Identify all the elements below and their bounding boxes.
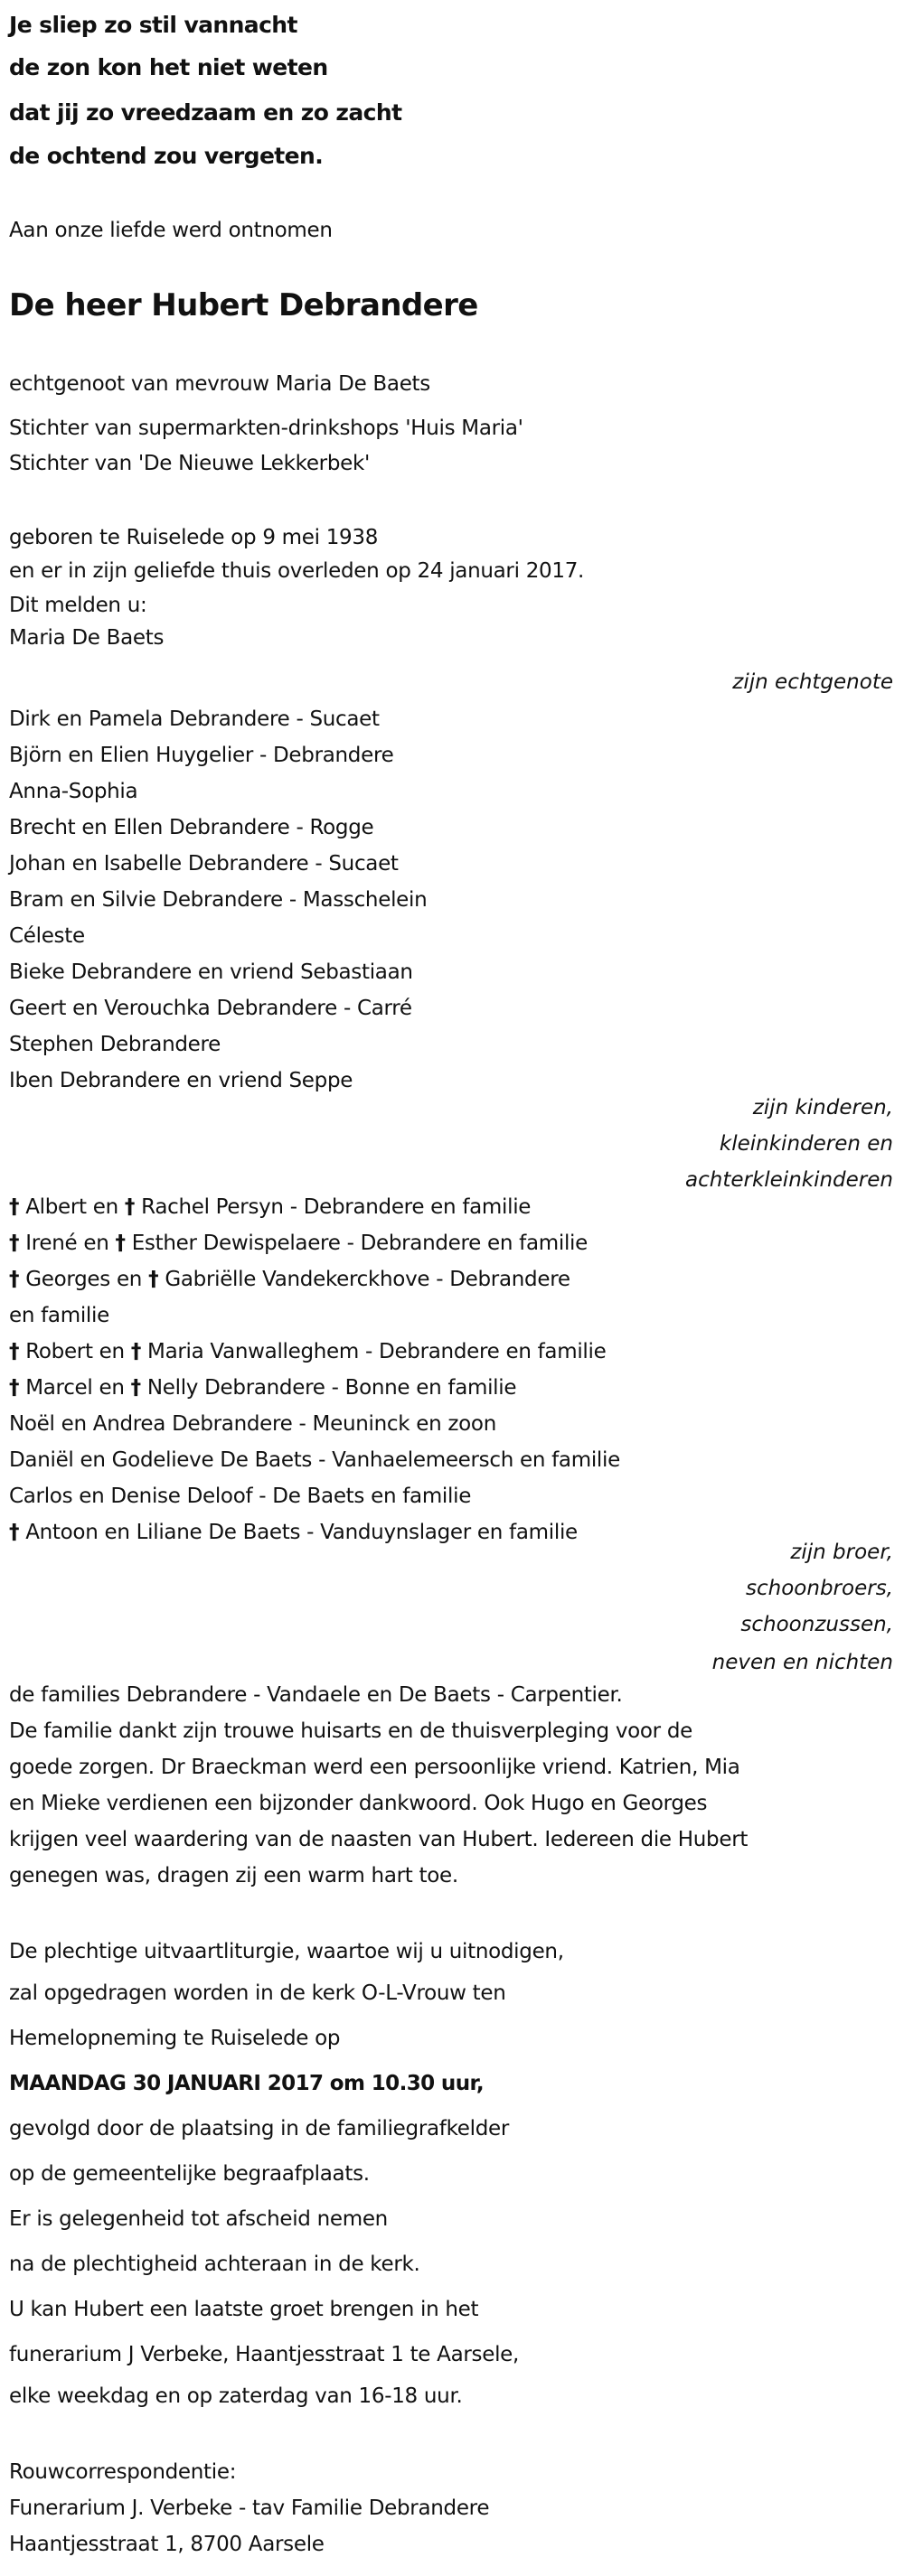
poem-line: dat jij zo vreedzaam en zo zacht xyxy=(9,99,402,126)
correspondence-line: Funerarium J. Verbeke - tav Familie Debrandere xyxy=(9,2496,490,2520)
funeral-line: Er is gelegenheid tot afscheid nemen xyxy=(9,2207,388,2231)
dagger-icon: † xyxy=(130,1376,141,1400)
list-item: Céleste xyxy=(9,924,85,948)
poem-line: de ochtend zou vergeten. xyxy=(9,143,324,169)
list-item: † Marcel en † Nelly Debrandere - Bonne en familie xyxy=(9,1376,517,1400)
death-text: en er in zijn geliefde thuis overleden op 24 januari 2017. xyxy=(9,559,585,583)
list-item: † Antoon en Liliane De Baets - Vanduynslager en familie xyxy=(9,1521,578,1544)
intro-text: Aan onze liefde werd ontnomen xyxy=(9,219,333,242)
list-item: Björn en Elien Huygelier - Debrandere xyxy=(9,744,394,767)
siblings-relation: schoonzussen, xyxy=(740,1613,893,1636)
siblings-relation: zijn broer, xyxy=(790,1541,893,1564)
list-item: Daniël en Godelieve De Baets - Vanhaelemeersch en familie xyxy=(9,1448,620,1472)
list-item: † Irené en † Esther Dewispelaere - Debrandere en familie xyxy=(9,1232,588,1255)
siblings-relation: schoonbroers, xyxy=(746,1577,893,1600)
deceased-name: De heer Hubert Debrandere xyxy=(9,287,478,323)
families-text: de families Debrandere - Vandaele en De Baets - Carpentier. xyxy=(9,1683,623,1707)
dagger-icon: † xyxy=(9,1376,20,1400)
funeral-line: op de gemeentelijke begraafplaats. xyxy=(9,2162,370,2186)
spouse-relation: zijn echtgenote xyxy=(732,670,893,694)
thanks-line: genegen was, dragen zij een warm hart toe. xyxy=(9,1864,458,1888)
dagger-icon: † xyxy=(9,1340,20,1363)
children-relation: achterkleinkinderen xyxy=(685,1168,893,1192)
funeral-line: Hemelopneming te Ruiselede op xyxy=(9,2027,341,2050)
funeral-datetime: MAANDAG 30 JANUARI 2017 om 10.30 uur, xyxy=(9,2072,484,2095)
funeral-line: funerarium J Verbeke, Haantjesstraat 1 te Aarsele, xyxy=(9,2343,520,2366)
spouse-name: Maria De Baets xyxy=(9,626,165,650)
list-item: Bieke Debrandere en vriend Sebastiaan xyxy=(9,960,413,984)
list-item: † Albert en † Rachel Persyn - Debrandere en familie xyxy=(9,1195,532,1219)
list-item: Iben Debrandere en vriend Seppe xyxy=(9,1069,353,1092)
dagger-icon: † xyxy=(9,1195,20,1219)
list-item: Bram en Silvie Debrandere - Masschelein xyxy=(9,888,428,912)
funeral-line: na de plechtigheid achteraan in de kerk. xyxy=(9,2253,420,2276)
list-item: Brecht en Ellen Debrandere - Rogge xyxy=(9,816,374,839)
siblings-relation: neven en nichten xyxy=(711,1651,893,1674)
thanks-line: en Mieke verdienen een bijzonder dankwoord. Ook Hugo en Georges xyxy=(9,1792,708,1815)
list-item: † Robert en † Maria Vanwalleghem - Debrandere en familie xyxy=(9,1340,607,1363)
bio-spouse: echtgenoot van mevrouw Maria De Baets xyxy=(9,372,430,396)
dagger-icon: † xyxy=(115,1232,126,1255)
dagger-icon: † xyxy=(124,1195,136,1219)
list-item: Geert en Verouchka Debrandere - Carré xyxy=(9,997,412,1020)
list-item: Stephen Debrandere xyxy=(9,1033,221,1056)
list-item: Anna-Sophia xyxy=(9,780,138,803)
list-item: Johan en Isabelle Debrandere - Sucaet xyxy=(9,852,399,876)
list-item: † Georges en † Gabriëlle Vandekerckhove - Debrandere xyxy=(9,1268,570,1291)
thanks-line: De familie dankt zijn trouwe huisarts en de thuisverpleging voor de xyxy=(9,1719,692,1743)
children-relation: kleinkinderen en xyxy=(719,1132,893,1156)
correspondence-label: Rouwcorrespondentie: xyxy=(9,2460,237,2484)
dagger-icon: † xyxy=(9,1521,20,1544)
dagger-icon: † xyxy=(130,1340,142,1363)
bio-founder-1: Stichter van supermarkten-drinkshops 'Huis Maria' xyxy=(9,417,523,440)
list-item: en familie xyxy=(9,1304,109,1327)
funeral-line: De plechtige uitvaartliturgie, waartoe wij u uitnodigen, xyxy=(9,1940,564,1963)
dagger-icon: † xyxy=(9,1268,20,1291)
dagger-icon: † xyxy=(9,1232,20,1255)
poem-line: de zon kon het niet weten xyxy=(9,54,328,80)
poem-line: Je sliep zo stil vannacht xyxy=(9,12,297,38)
birth-text: geboren te Ruiselede op 9 mei 1938 xyxy=(9,526,379,549)
funeral-line: zal opgedragen worden in de kerk O-L-Vrouw ten xyxy=(9,1981,506,2005)
list-item: Noël en Andrea Debrandere - Meuninck en zoon xyxy=(9,1412,496,1436)
funeral-line: gevolgd door de plaatsing in de familiegrafkelder xyxy=(9,2117,510,2140)
thanks-line: goede zorgen. Dr Braeckman werd een persoonlijke vriend. Katrien, Mia xyxy=(9,1756,740,1779)
thanks-line: krijgen veel waardering van de naasten van Hubert. Iedereen die Hubert xyxy=(9,1828,749,1851)
bio-founder-2: Stichter van 'De Nieuwe Lekkerbek' xyxy=(9,452,371,475)
children-relation: zijn kinderen, xyxy=(752,1096,893,1119)
funeral-line: U kan Hubert een laatste groet brengen in het xyxy=(9,2298,479,2321)
list-item: Carlos en Denise Deloof - De Baets en familie xyxy=(9,1485,472,1508)
funeral-line: elke weekdag en op zaterdag van 16-18 uur. xyxy=(9,2384,463,2408)
correspondence-line: Haantjesstraat 1, 8700 Aarsele xyxy=(9,2533,325,2556)
announce-label: Dit melden u: xyxy=(9,594,147,617)
list-item: Dirk en Pamela Debrandere - Sucaet xyxy=(9,707,380,731)
dagger-icon: † xyxy=(148,1268,159,1291)
